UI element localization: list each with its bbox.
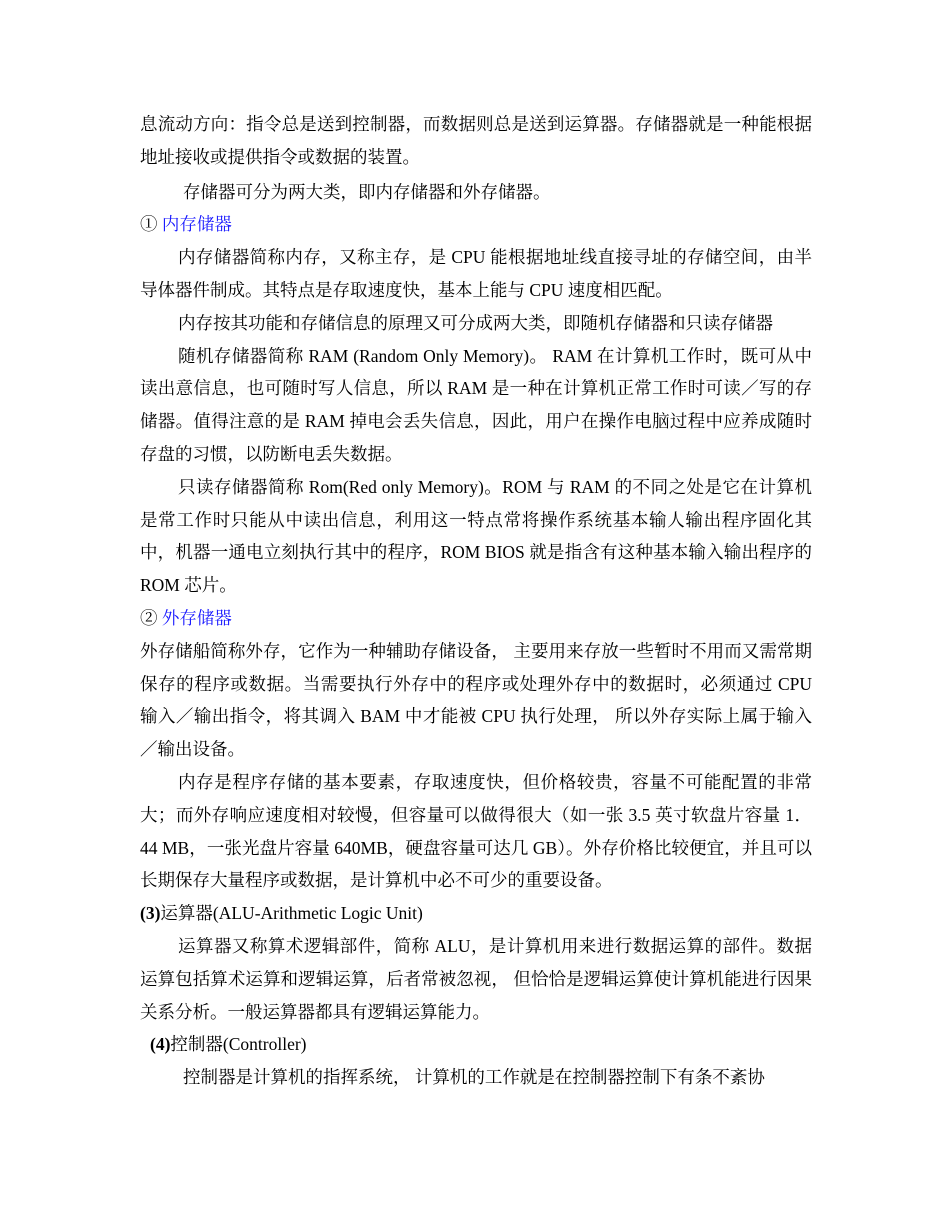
heading-alu [140,897,812,930]
paragraph-2: 存储器可分为两大类，即内存储器和外存储器。 [183,181,551,202]
paragraph-7: 外存储船简称外存，它作为一种辅助存储设备， 主要用来存放一些暂时不用而又需常期保存的程序或数据。当需要执行外存中的程序或处理外存中的数据时，必须通过 CPU 输入／输出指令，将其调入 BAM 中才能被 CPU 执行处理， 所以外存实际上属于输入／输出设备。 [140,640,812,760]
heading-controller-title: 控制器(Controller) [170,1034,307,1055]
heading-alu-number: (3) [140,903,161,924]
heading-controller-number: (4) [150,1034,171,1055]
paragraph-3: 内存储器简称内存，又称主存，是 CPU 能根据地址线直接寻址的存储空间，由半导体器件制成。其特点是存取速度快，基本上能与 CPU 速度相匹配。 [140,247,812,300]
heading-controller [140,1028,812,1061]
paragraph-4: 内存按其功能和存储信息的原理又可分成两大类，即随机存储器和只读存储器 [178,312,773,333]
heading-alu-title: 运算器(ALU-Arithmetic Logic Unit) [160,903,423,924]
section-heading-internal-memory [140,208,812,241]
section-marker-2: ② [140,607,158,628]
paragraph-6: 只读存储器简称 Rom(Red only Memory)。ROM 与 RAM 的不同之处是它在计算机是常工作时只能从中读出信息，利用这一特点常将操作系统基本输人输出程序固化其中，机器一通电立刻执行其中的程序，ROM BIOS 就是指含有这种基本输入输出程序的 ROM 芯片。 [140,476,812,596]
document-body [140,108,812,1094]
section-heading-external-memory [140,602,812,635]
paragraph-1: 息流动方向：指令总是送到控制器，而数据则总是送到运算器。存储器就是一种能根据地址接收或提供指令或数据的装置。 [140,114,812,167]
section-marker-1: ① [140,214,158,235]
section-title-external-memory: 外存储器 [161,607,232,628]
paragraph-8: 内存是程序存储的基本要素，存取速度快，但价格较贵，容量不可能配置的非常大；而外存响应速度相对较慢，但容量可以做得很大（如一张 3.5 英寸软盘片容量 1．44 MB，一张光盘片容量 640MB，硬盘容量可达几 GB）。外存价格比较便宜，并且可以长期保存大量程序或数据，是计算机中必不可少的重要设备。 [140,771,812,891]
paragraph-5: 随机存储器简称 RAM (Random Only Memory)。 RAM 在计算机工作时，既可从中读出意信息，也可随时写人信息，所以 RAM 是一种在计算机正常工作时可读／写的存储器。值得注意的是 RAM 掉电会丢失信息，因此，用户在操作电脑过程中应养成随时存盘的习惯，以防断电丢失数据。 [140,345,812,464]
section-title-internal-memory: 内存储器 [161,214,232,235]
paragraph-10: 控制器是计算机的指挥系统， 计算机的工作就是在控制器控制下有条不紊协 [183,1067,765,1088]
paragraph-9: 运算器又称算术逻辑部件，简称 ALU，是计算机用来进行数据运算的部件。数据运算包括算术运算和逻辑运算，后者常被忽视， 但恰恰是逻辑运算使计算机能进行因果关系分析。一般运算器都具有逻辑运算能力。 [140,935,812,1022]
